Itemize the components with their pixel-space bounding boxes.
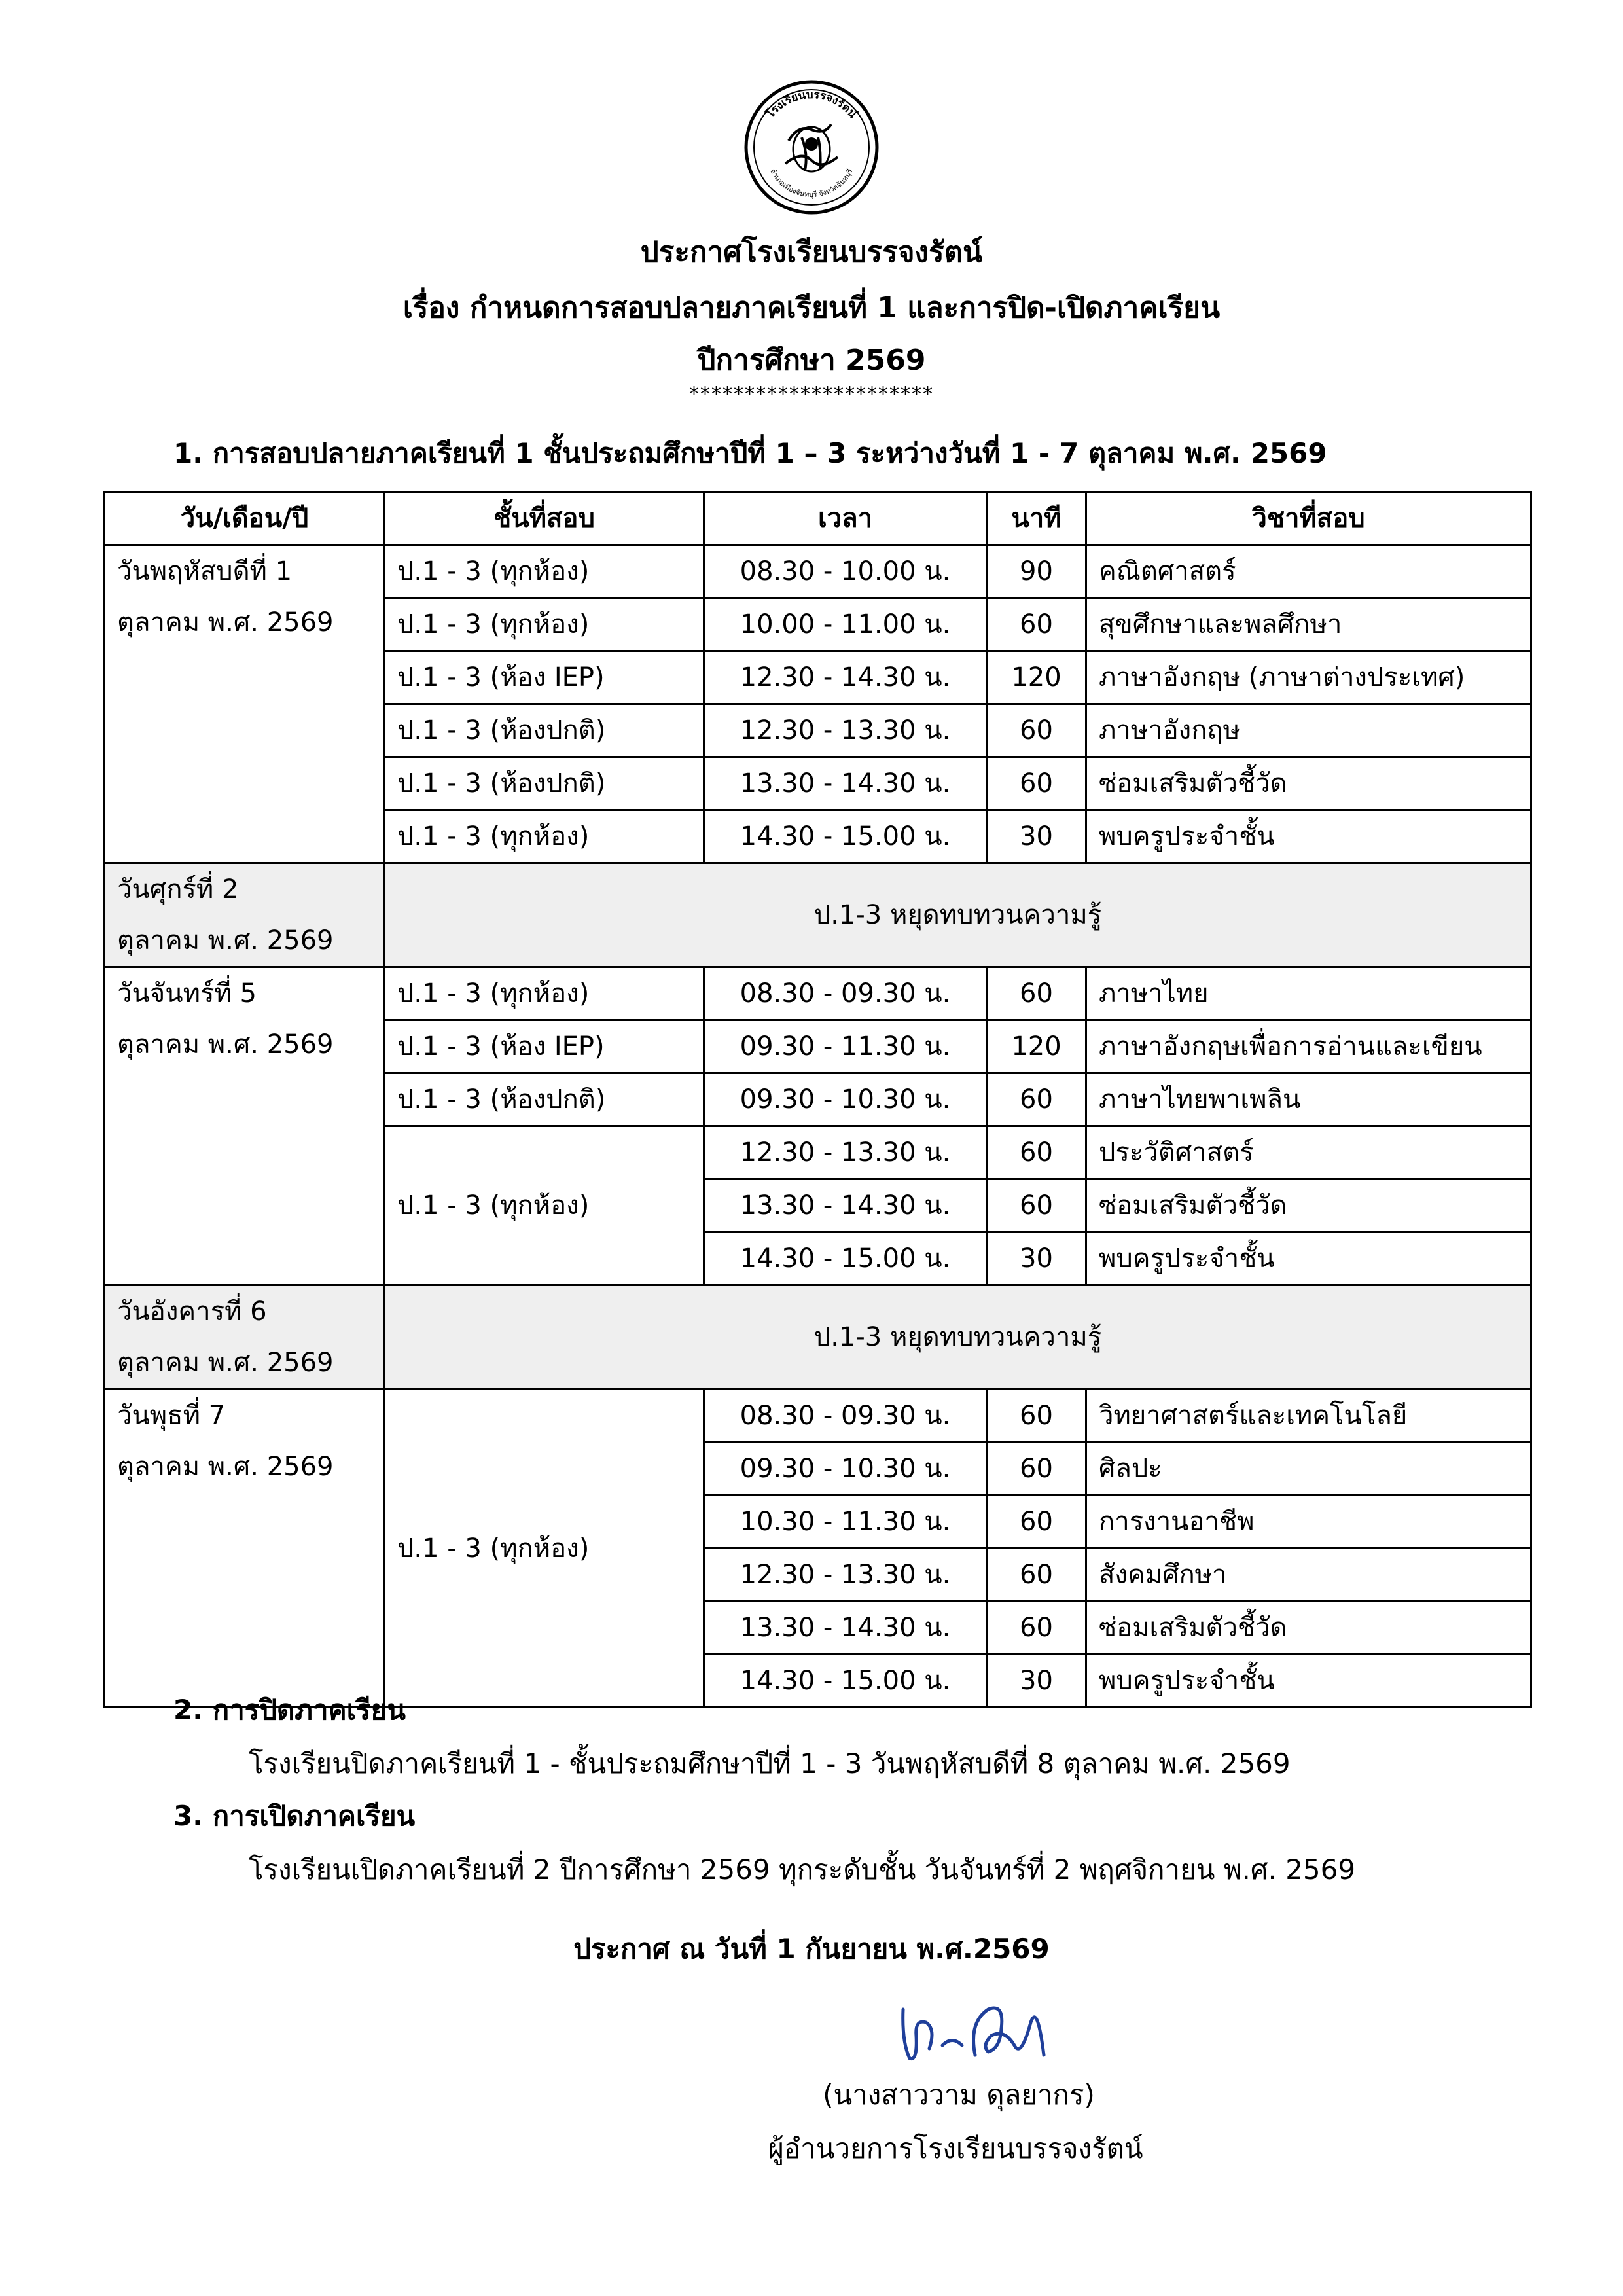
minutes-cell: 60	[987, 967, 1086, 1020]
subject-cell: สุขศึกษาและพลศึกษา	[1086, 598, 1531, 651]
section-3-body: โรงเรียนเปิดภาคเรียนที่ 2 ปีการศึกษา 2569 ทุกระดับชั้น วันจันทร์ที่ 2 พฤศจิกายน พ.ศ. 2569	[249, 1854, 1356, 1886]
subject-cell: พบครูประจำชั้น	[1086, 810, 1531, 863]
grade-cell: ป.1 - 3 (ทุกห้อง)	[385, 1390, 704, 1708]
table-row	[105, 545, 1531, 598]
day-cell	[105, 1285, 385, 1390]
announcement-title: ประกาศโรงเรียนบรรจงรัตน์	[640, 236, 983, 269]
grade-cell: ป.1 - 3 (ห้องปกติ)	[385, 757, 704, 810]
subject-cell: ซ่อมเสริมตัวชี้วัด	[1086, 757, 1531, 810]
academic-year: ปีการศึกษา 2569	[697, 344, 926, 377]
minutes-cell: 60	[987, 1390, 1086, 1443]
subject-cell: การงานอาชีพ	[1086, 1496, 1531, 1549]
svg-text:อำเภอเมืองจันทบุรี จังหวัดจันท: อำเภอเมืองจันทบุรี จังหวัดจันทบุรี	[768, 167, 855, 200]
grade-cell: ป.1 - 3 (ทุกห้อง)	[385, 810, 704, 863]
grade-cell: ป.1 - 3 (ห้อง IEP)	[385, 651, 704, 704]
time-cell: 10.00 - 11.00 น.	[704, 598, 987, 651]
minutes-cell: 30	[987, 1232, 1086, 1285]
month-label: ตุลาคม พ.ศ. 2569	[117, 1030, 334, 1060]
grade-cell: ป.1 - 3 (ทุกห้อง)	[385, 598, 704, 651]
time-cell: 09.30 - 10.30 น.	[704, 1073, 987, 1126]
minutes-cell: 60	[987, 598, 1086, 651]
header-grade: ชั้นที่สอบ	[385, 492, 704, 545]
section-2-body: โรงเรียนปิดภาคเรียนที่ 1 - ชั้นประถมศึกษาปีที่ 1 - 3 วันพฤหัสบดีที่ 8 ตุลาคม พ.ศ. 2569	[249, 1748, 1291, 1780]
subject-cell: พบครูประจำชั้น	[1086, 1655, 1531, 1708]
minutes-cell: 60	[987, 1496, 1086, 1549]
time-cell: 08.30 - 10.00 น.	[704, 545, 987, 598]
subject-cell: ซ่อมเสริมตัวชี้วัด	[1086, 1179, 1531, 1232]
minutes-cell: 60	[987, 1126, 1086, 1179]
time-cell: 09.30 - 10.30 น.	[704, 1443, 987, 1496]
time-cell: 12.30 - 13.30 น.	[704, 704, 987, 757]
day-label: วันศุกร์ที่ 2	[117, 874, 239, 905]
subject-cell: ประวัติศาสตร์	[1086, 1126, 1531, 1179]
announcement-subject: เรื่อง กำหนดการสอบปลายภาคเรียนที่ 1 และการปิด-เปิดภาคเรียน	[402, 291, 1221, 325]
subject-cell: คณิตศาสตร์	[1086, 545, 1531, 598]
subject-cell: ภาษาอังกฤษ (ภาษาต่างประเทศ)	[1086, 651, 1531, 704]
month-label: ตุลาคม พ.ศ. 2569	[117, 607, 334, 637]
minutes-cell: 120	[987, 1020, 1086, 1073]
table-row	[105, 967, 1531, 1020]
minutes-cell: 60	[987, 1073, 1086, 1126]
time-cell: 10.30 - 11.30 น.	[704, 1496, 987, 1549]
subject-cell: ภาษาอังกฤษเพื่อการอ่านและเขียน	[1086, 1020, 1531, 1073]
time-cell: 08.30 - 09.30 น.	[704, 1390, 987, 1443]
subject-cell: สังคมศึกษา	[1086, 1549, 1531, 1602]
table-row	[105, 1390, 1531, 1443]
school-seal-logo	[743, 79, 880, 216]
minutes-cell: 60	[987, 1549, 1086, 1602]
minutes-cell: 60	[987, 1443, 1086, 1496]
month-label: ตุลาคม พ.ศ. 2569	[117, 1348, 334, 1378]
day-label: วันอังคารที่ 6	[117, 1297, 267, 1327]
minutes-cell: 30	[987, 810, 1086, 863]
minutes-cell: 60	[987, 757, 1086, 810]
subject-cell: วิทยาศาสตร์และเทคโนโลยี	[1086, 1390, 1531, 1443]
time-cell: 14.30 - 15.00 น.	[704, 1232, 987, 1285]
grade-cell: ป.1 - 3 (ทุกห้อง)	[385, 967, 704, 1020]
minutes-cell: 90	[987, 545, 1086, 598]
header-minutes: นาที	[987, 492, 1086, 545]
month-label: ตุลาคม พ.ศ. 2569	[117, 1452, 334, 1482]
subject-cell: ภาษาไทย	[1086, 967, 1531, 1020]
signer-name: (นางสาววาม ดุลยากร)	[823, 2079, 1095, 2111]
svg-text:โรงเรียนบรรจงรัตน์: โรงเรียนบรรจงรัตน์	[764, 88, 859, 121]
review-break-message: ป.1-3 หยุดทบทวนความรู้	[385, 863, 1531, 967]
time-cell: 13.30 - 14.30 น.	[704, 757, 987, 810]
review-break-message: ป.1-3 หยุดทบทวนความรู้	[385, 1285, 1531, 1390]
time-cell: 14.30 - 15.00 น.	[704, 810, 987, 863]
grade-cell: ป.1 - 3 (ทุกห้อง)	[385, 545, 704, 598]
day-cell	[105, 967, 385, 1285]
time-cell: 08.30 - 09.30 น.	[704, 967, 987, 1020]
time-cell: 13.30 - 14.30 น.	[704, 1602, 987, 1655]
handwritten-signature	[890, 1983, 1060, 2081]
grade-cell: ป.1 - 3 (ห้อง IEP)	[385, 1020, 704, 1073]
time-cell: 09.30 - 11.30 น.	[704, 1020, 987, 1073]
time-cell: 12.30 - 13.30 น.	[704, 1126, 987, 1179]
section-2-heading: 2. การปิดภาคเรียน	[173, 1694, 406, 1726]
minutes-cell: 60	[987, 1602, 1086, 1655]
grade-cell: ป.1 - 3 (ห้องปกติ)	[385, 1073, 704, 1126]
section-3-heading: 3. การเปิดภาคเรียน	[173, 1800, 416, 1832]
exam-schedule-table	[103, 491, 1532, 1708]
subject-cell: ภาษาอังกฤษ	[1086, 704, 1531, 757]
time-cell: 12.30 - 13.30 น.	[704, 1549, 987, 1602]
grade-cell: ป.1 - 3 (ทุกห้อง)	[385, 1126, 704, 1285]
time-cell: 14.30 - 15.00 น.	[704, 1655, 987, 1708]
header-subject: วิชาที่สอบ	[1086, 492, 1531, 545]
minutes-cell: 30	[987, 1655, 1086, 1708]
header-time: เวลา	[704, 492, 987, 545]
day-cell	[105, 545, 385, 863]
day-label: วันจันทร์ที่ 5	[117, 978, 257, 1009]
day-label: วันพฤหัสบดีที่ 1	[117, 556, 293, 586]
break-row	[105, 863, 1531, 967]
subject-cell: พบครูประจำชั้น	[1086, 1232, 1531, 1285]
time-cell: 13.30 - 14.30 น.	[704, 1179, 987, 1232]
subject-cell: ภาษาไทยพาเพลิน	[1086, 1073, 1531, 1126]
day-cell	[105, 1390, 385, 1708]
signer-position: ผู้อำนวยการโรงเรียนบรรจงรัตน์	[768, 2132, 1143, 2164]
day-label: วันพุธที่ 7	[117, 1401, 226, 1431]
section-1-heading: 1. การสอบปลายภาคเรียนที่ 1 ชั้นประถมศึกษาปีที่ 1 – 3 ระหว่างวันที่ 1 - 7 ตุลาคม พ.ศ. 2569	[173, 437, 1327, 469]
minutes-cell: 120	[987, 651, 1086, 704]
break-row	[105, 1285, 1531, 1390]
header-date: วัน/เดือน/ปี	[105, 492, 385, 545]
subject-cell: ศิลปะ	[1086, 1443, 1531, 1496]
minutes-cell: 60	[987, 704, 1086, 757]
month-label: ตุลาคม พ.ศ. 2569	[117, 925, 334, 956]
separator-stars: **********************	[689, 383, 934, 406]
minutes-cell: 60	[987, 1179, 1086, 1232]
day-cell	[105, 863, 385, 967]
subject-cell: ซ่อมเสริมตัวชี้วัด	[1086, 1602, 1531, 1655]
announcement-date: ประกาศ ณ วันที่ 1 กันยายน พ.ศ.2569	[573, 1933, 1050, 1965]
time-cell: 12.30 - 14.30 น.	[704, 651, 987, 704]
grade-cell: ป.1 - 3 (ห้องปกติ)	[385, 704, 704, 757]
table-header-row	[105, 492, 1531, 545]
